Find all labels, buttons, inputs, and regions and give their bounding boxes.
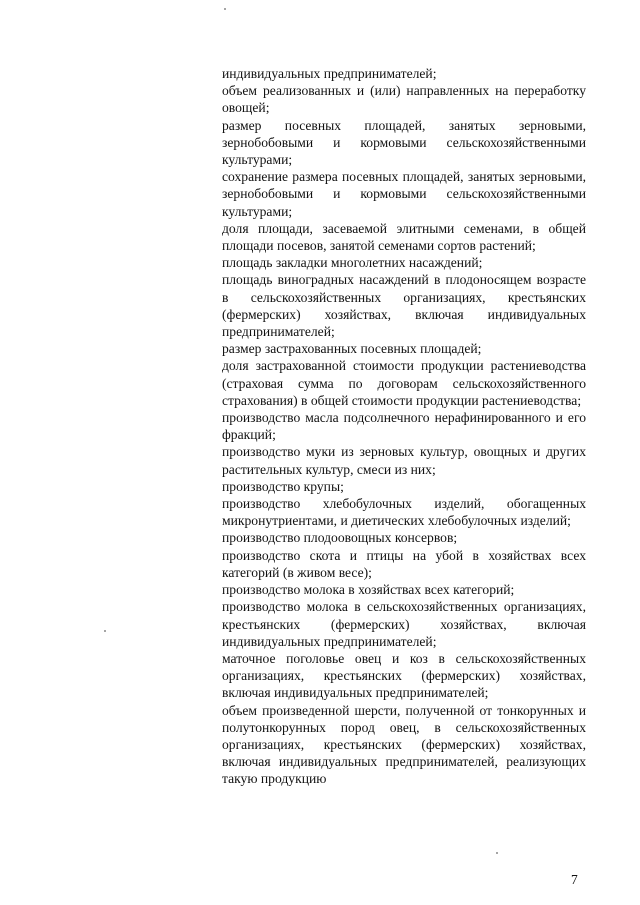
paragraph: производство молока в сельскохозяйственных организациях, крестьянских (фермерских) хозяйствах, включая индивидуальных предпринимателей;	[222, 599, 586, 649]
page-number: 7	[571, 872, 578, 887]
paragraph: производство масла подсолнечного нерафинированного и его фракций;	[222, 410, 586, 443]
paragraph: объем реализованных и (или) направленных на переработку овощей;	[222, 83, 586, 116]
scan-speck	[496, 852, 498, 854]
body-text	[222, 65, 586, 788]
paragraph: производство скота и птицы на убой в хозяйствах всех категорий (в живом весе);	[222, 547, 586, 580]
paragraph: доля застрахованной стоимости продукции растениеводства (страховая сумма по договорам сельскохозяйственного страхования) в общей стоимости продукции растениеводства;	[222, 358, 586, 408]
paragraph: производство муки из зерновых культур, овощных и других растительных культур, смеси из них;	[222, 444, 586, 477]
paragraph: производство плодоовощных консервов;	[222, 530, 458, 546]
paragraph: площадь закладки многолетних насаждений;	[222, 255, 483, 271]
paragraph: производство хлебобулочных изделий, обогащенных микронутриентами, и диетических хлебобулочных изделий;	[222, 496, 586, 529]
paragraph: сохранение размера посевных площадей, занятых зерновыми, зернобобовыми и кормовыми сельскохозяйственными культурами;	[222, 169, 586, 219]
paragraph: размер посевных площадей, занятых зерновыми, зернобобовыми и кормовыми сельскохозяйственными культурами;	[222, 117, 586, 168]
paragraph: индивидуальных предпринимателей;	[222, 66, 437, 81]
paragraph: размер застрахованных посевных площадей;	[222, 341, 482, 357]
scan-speck	[224, 8, 226, 10]
paragraph: производство крупы;	[222, 478, 344, 494]
paragraph: площадь виноградных насаждений в плодоносящем возрасте в сельскохозяйственных организациях, крестьянских (фермерских) хозяйствах, включая индивидуальных предпринимателей;	[222, 272, 586, 340]
paragraph: доля площади, засеваемой элитными семенами, в общей площади посевов, занятой семенами сортов растений;	[222, 220, 586, 254]
paragraph: объем произведенной шерсти, полученной от тонкорунных и полутонкорунных пород овец, в сельскохозяйственных организациях, крестьянских (фермерских) хозяйствах, включая индивидуальных предпринимателей, реализующих такую продукцию	[222, 702, 586, 787]
paragraph: маточное поголовье овец и коз в сельскохозяйственных организациях, крестьянских (фермерских) хозяйствах, включая индивидуальных предпринимателей;	[222, 650, 586, 701]
paragraph: производство молока в хозяйствах всех категорий;	[222, 582, 515, 598]
scan-speck	[104, 630, 106, 632]
